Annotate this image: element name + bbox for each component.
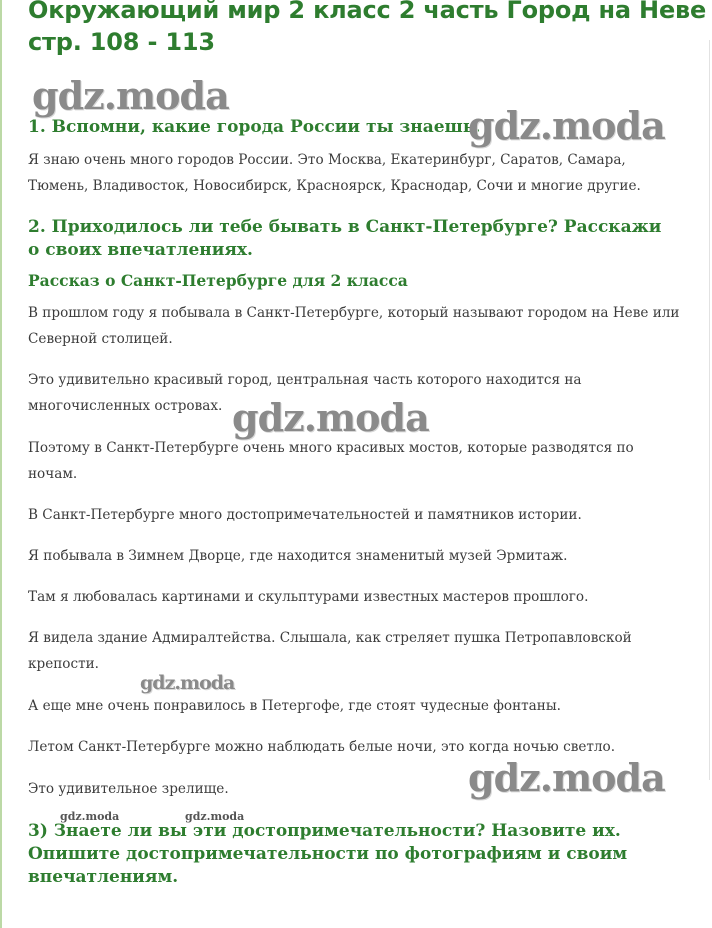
story-paragraph: Это удивительно красивый город, центральная часть которого находится на многочисленных островах. [28, 372, 582, 414]
question-1-answer: Я знаю очень много городов России. Это Москва, Екатеринбург, Саратов, Самара, Тюмень, Владивосток, Новосибирск, Красноярск, Краснодар, Сочи и многие другие. [28, 152, 641, 194]
question-3-heading: 3) Знаете ли вы эти достопримечательности? Назовите их. Опишите достопримечательности по фотографиям и своим впечатлениям. [28, 821, 628, 887]
story-paragraph: В Санкт-Петербурге много достопримечательностей и памятников истории. [28, 507, 582, 523]
watermark: gdz.moda [185, 810, 245, 823]
watermark: gdz.moda [60, 810, 120, 823]
story-paragraph: А еще мне очень понравилось в Петергофе, где стоят чудесные фонтаны. [28, 698, 561, 714]
page-title: Окружающий мир 2 класс 2 часть Город на Неве стр. 108 - 113 [28, 0, 707, 56]
story-paragraph: В прошлом году я побывала в Санкт-Петербурге, который называют городом на Неве или Северной столицей. [28, 305, 680, 347]
story-paragraph: Там я любовалась картинами и скульптурами известных мастеров прошлого. [28, 589, 589, 605]
right-border [709, 40, 710, 780]
watermark: gdz.moda [468, 755, 665, 800]
watermark: gdz.moda [468, 103, 665, 148]
story-paragraph: Я видела здание Адмиралтейства. Слышала, как стреляет пушка Петропавловской крепости. [28, 630, 632, 672]
watermark: gdz.moda [140, 672, 235, 694]
story-paragraph: Поэтому в Санкт-Петербурге очень много красивых мостов, которые разводятся по ночам. [28, 440, 634, 482]
left-border [0, 0, 2, 928]
story-paragraph: Это удивительное зрелище. [28, 781, 229, 797]
story-paragraph: Я побывала в Зимнем Дворце, где находится знаменитый музей Эрмитаж. [28, 548, 568, 564]
question-1-heading: 1. Вспомни, какие города России ты знаешь. [28, 117, 481, 137]
story-paragraph: Летом Санкт-Петербурге можно наблюдать белые ночи, это когда ночью светло. [28, 739, 616, 755]
watermark: gdz.moda [32, 73, 229, 118]
story-subheading: Рассказ о Санкт-Петербурге для 2 класса [28, 271, 408, 290]
watermark: gdz.moda [232, 395, 429, 440]
question-2-heading: 2. Приходилось ли тебе бывать в Санкт-Петербурге? Расскажи о своих впечатлениях. [28, 217, 662, 260]
